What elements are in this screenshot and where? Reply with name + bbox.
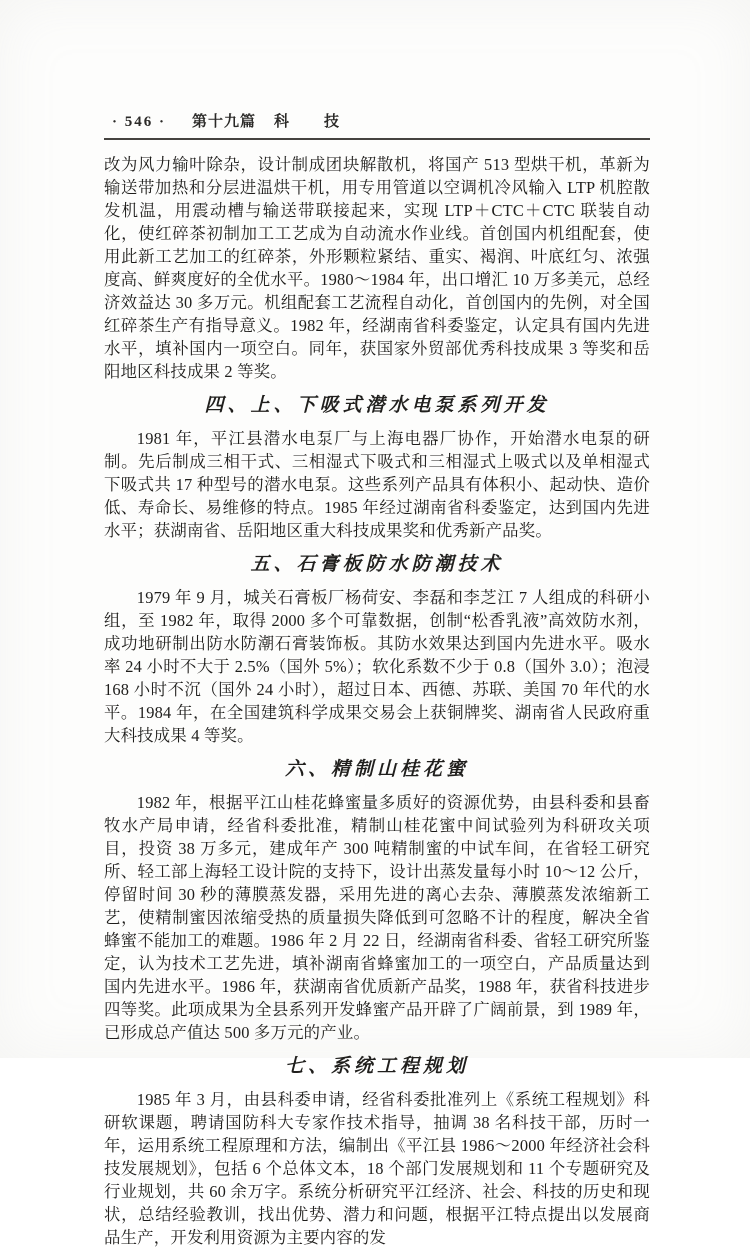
- page-content: [104, 110, 650, 1249]
- running-header: [104, 110, 650, 131]
- section-heading-5: 五、石膏板防水防潮技术: [250, 554, 504, 575]
- chapter-title: 第十九篇: [192, 114, 257, 130]
- page-number: · 546 ·: [112, 114, 167, 130]
- section-paragraph-5: 1979 年 9 月，城关石膏板厂杨荷安、李磊和李芝江 7 人组成的科研小组，至 1982 年，取得 2000 多个可靠数据，创制“松香乳液”高效防水剂，成功地研制出防水防潮石膏装饰板。其防水效果达到国内先进水平。吸水率 24 小时不大于 2.5%（国外 5%）；软化系数不少于 0.8（国外 3.0）；泡浸 168 小时不沉（国外 24 小时），超过日本、西德、苏联、美国 70 年代的水平。1984 年，在全国建筑科学成果交易会上获铜牌奖、湖南省人民政府重大科技成果 4 等奖。: [104, 588, 650, 745]
- paragraph-lead: 改为风力输叶除杂，设计制成团块解散机，将国产 513 型烘干机，革新为输送带加热和分层进温烘干机，用专用管道以空调机冷风输入 LTP 机腔散发机温，用震动槽与输送带联接起来，实现 LTP＋CTC＋CTC 联装自动化，使红碎茶初制加工工艺成为自动流水作业线。首创国内机组配套，使用此新工艺加工的红碎茶，外形颗粒紧结、重实、褐润、叶底红匀、浓强度高、鲜爽度好的全优水平。1980～1984 年，出口增汇 10 万多美元，总经济效益达 30 多万元。机组配套工艺流程自动化，首创国内的先例，对全国红碎茶生产有指导意义。1982 年，经湖南省科委鉴定，认定具有国内先进水平，填补国内一项空白。同年，获国家外贸部优秀科技成果 3 等奖和岳阳地区科技成果 2 等奖。: [104, 155, 650, 381]
- chapter-subject: 科 技: [274, 114, 350, 130]
- section-paragraph-4: 1981 年，平江县潜水电泵厂与上海电器厂协作，开始潜水电泵的研制。先后制成三相干式、三相湿式下吸式和三相湿式上吸式以及单相湿式下吸式共 17 种型号的潜水电泵。这些系列产品具有体积小、起动快、造价低、寿命长、易维修的特点。1985 年经过湖南省科委鉴定，达到国内先进水平；获湖南省、岳阳地区重大科技成果奖和优秀新产品奖。: [104, 429, 650, 540]
- section-paragraph-7: 1985 年 3 月，由县科委申请，经省科委批准列上《系统工程规划》科研软课题，聘请国防科大专家作技术指导，抽调 38 名科技干部，历时一年，运用系统工程原理和方法，编制出《平江县 1986～2000 年经济社会科技发展规划》，包括 6 个总体文本，18 个部门发展规划和 11 个专题研究及行业规划，共 60 余万字。系统分析研究平江经济、社会、科技的历史和现状，总结经验教训，找出优势、潜力和问题，根据平江特点提出以发展商品生产，开发利用资源为主要内容的发: [104, 1090, 650, 1247]
- section-heading-6: 六、精制山桂花蜜: [284, 759, 469, 780]
- section-heading-4: 四、上、下吸式潜水电泵系列开发: [204, 395, 550, 416]
- header-rule: [104, 138, 650, 140]
- section-heading-7: 七、系统工程规划: [284, 1056, 469, 1077]
- section-paragraph-6: 1982 年，根据平江山桂花蜂蜜量多质好的资源优势，由县科委和县畜牧水产局申请，经省科委批准，精制山桂花蜜中间试验列为科研攻关项目，投资 38 万多元，建成年产 300 吨精制蜜的中试车间，在省轻工研究所、轻工部上海轻工设计院的支持下，设计出蒸发量每小时 10～12 公斤，停留时间 30 秒的薄膜蒸发器，采用先进的离心去杂、薄膜蒸发浓缩新工艺，使精制蜜因浓缩受热的质量损失降低到可忽略不计的程度，解决全省蜂蜜不能加工的难题。1986 年 2 月 22 日，经湖南省科委、省轻工研究所鉴定，认为技术工艺先进，填补湖南省蜂蜜加工的一项空白，产品质量达到国内先进水平。1986 年，获湖南省优质新产品奖，1988 年，获省科技进步四等奖。此项成果为全县系列开发蜂蜜产品开辟了广阔前景，到 1989 年，已形成总产值达 500 多万元的产业。: [104, 793, 650, 1042]
